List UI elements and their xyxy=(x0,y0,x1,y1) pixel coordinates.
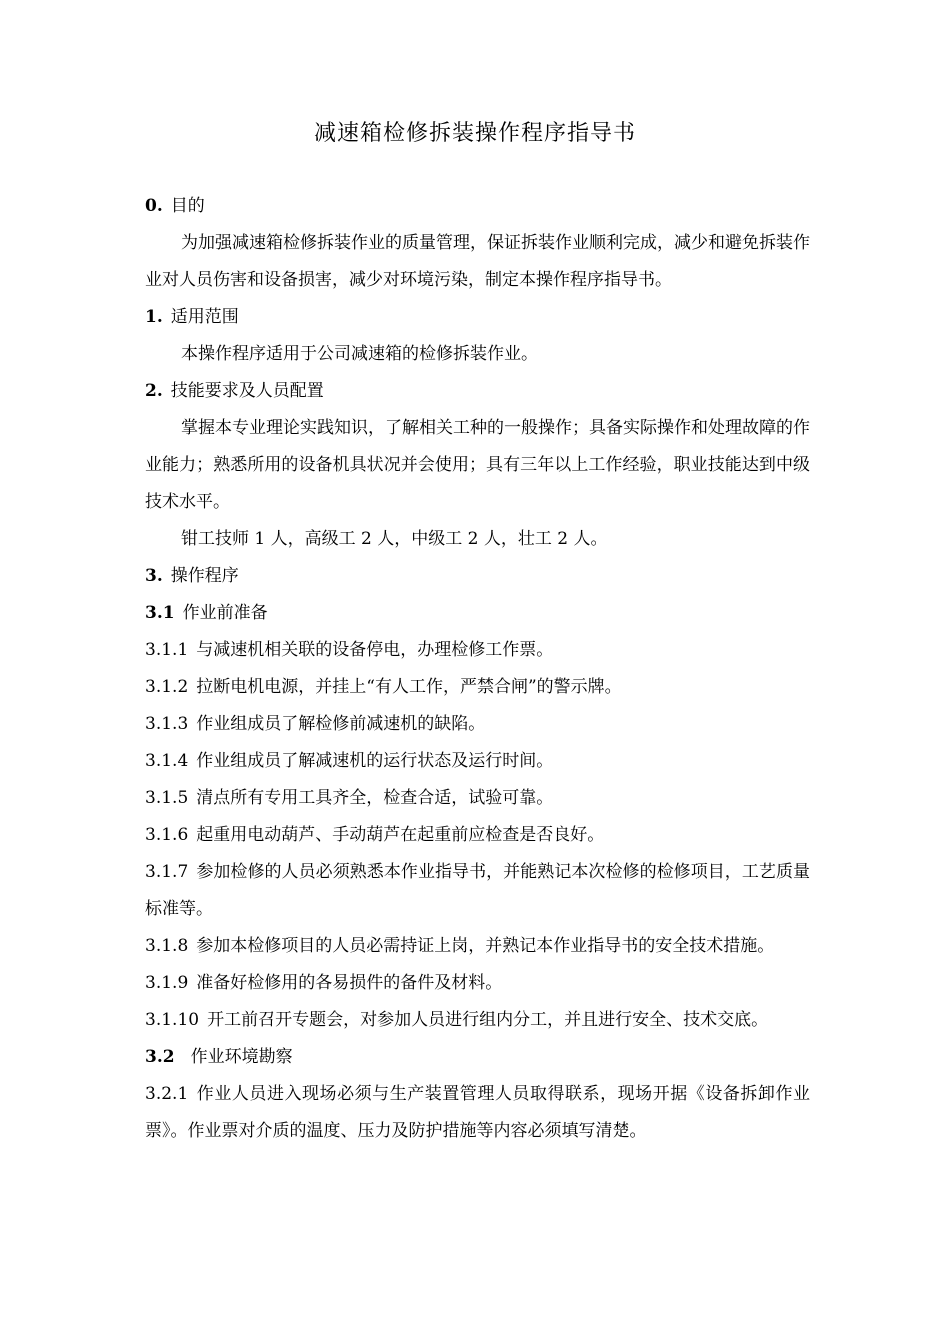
section-number: 0. xyxy=(145,196,163,216)
item-text: 参加本检修项目的人员必需持证上岗，并熟记本作业指导书的安全技术措施。 xyxy=(196,936,775,956)
item-number: 3.1.10 xyxy=(145,1010,200,1030)
section-number: 3.2 xyxy=(145,1047,175,1067)
item-text: 拉断电机电源，并挂上“有人工作，严禁合闸”的警示牌。 xyxy=(196,677,622,697)
list-item xyxy=(145,854,810,928)
item-text: 清点所有专用工具齐全，检查合适，试验可靠。 xyxy=(196,788,554,808)
list-item xyxy=(145,817,810,854)
list-item xyxy=(145,1076,810,1150)
list-item xyxy=(145,780,810,817)
item-number: 3.1.2 xyxy=(145,677,189,697)
section-label: 作业前准备 xyxy=(182,603,268,623)
item-number: 3.1.7 xyxy=(145,862,189,882)
section-label: 技能要求及人员配置 xyxy=(170,381,324,401)
section-paragraph-2b: 钳工技师 1 人，高级工 2 人，中级工 2 人，壮工 2 人。 xyxy=(181,529,608,549)
item-text: 参加检修的人员必须熟悉本作业指导书，并能熟记本次检修的检修项目，工艺质量标准等。 xyxy=(145,862,810,919)
list-item xyxy=(145,669,810,706)
section-number: 1. xyxy=(145,307,163,327)
section-label: 目的 xyxy=(170,196,205,216)
section-number: 3. xyxy=(145,566,163,586)
item-text: 作业组成员了解减速机的运行状态及运行时间。 xyxy=(196,751,554,771)
list-item xyxy=(145,743,810,780)
list-item xyxy=(145,1002,810,1039)
subsection-heading-3-2 xyxy=(145,1039,810,1076)
section-number: 2. xyxy=(145,381,163,401)
document-body xyxy=(145,188,810,1150)
item-number: 3.1.8 xyxy=(145,936,189,956)
item-text: 开工前召开专题会，对参加人员进行组内分工，并且进行安全、技术交底。 xyxy=(207,1010,769,1030)
item-number: 3.1.9 xyxy=(145,973,189,993)
section-label: 作业环境勘察 xyxy=(190,1047,293,1067)
item-text: 作业人员进入现场必须与生产装置管理人员取得联系，现场开据《设备拆卸作业票》。作业票对介质的温度、压力及防护措施等内容必须填写清楚。 xyxy=(145,1084,810,1141)
item-text: 起重用电动葫芦、手动葫芦在起重前应检查是否良好。 xyxy=(196,825,605,845)
item-text: 与减速机相关联的设备停电，办理检修工作票。 xyxy=(196,640,554,660)
item-number: 3.1.3 xyxy=(145,714,189,734)
list-item xyxy=(145,706,810,743)
section-label: 操作程序 xyxy=(170,566,239,586)
section-paragraph-1: 本操作程序适用于公司减速箱的检修拆装作业。 xyxy=(181,344,538,364)
section-number: 3.1 xyxy=(145,603,175,623)
list-item xyxy=(145,965,810,1002)
subsection-heading-3-1 xyxy=(145,595,810,632)
item-number: 3.1.1 xyxy=(145,640,189,660)
item-number: 3.2.1 xyxy=(145,1084,189,1104)
list-item xyxy=(145,928,810,965)
item-number: 3.1.4 xyxy=(145,751,189,771)
item-text: 准备好检修用的各易损件的备件及材料。 xyxy=(196,973,503,993)
list-item xyxy=(145,632,810,669)
item-number: 3.1.6 xyxy=(145,825,189,845)
section-label: 适用范围 xyxy=(170,307,239,327)
section-heading-3 xyxy=(145,558,810,595)
item-text: 作业组成员了解检修前减速机的缺陷。 xyxy=(196,714,486,734)
section-paragraph-0: 为加强减速箱检修拆装作业的质量管理，保证拆装作业顺利完成，减少和避免拆装作业对人员伤害和设备损害，减少对环境污染，制定本操作程序指导书。 xyxy=(145,233,810,290)
section-heading-0 xyxy=(145,188,810,225)
section-paragraph-2a: 掌握本专业理论实践知识，了解相关工种的一般操作；具备实际操作和处理故障的作业能力；熟悉所用的设备机具状况并会使用；具有三年以上工作经验，职业技能达到中级技术水平。 xyxy=(145,418,810,512)
section-heading-2 xyxy=(145,373,810,410)
document-title: 减速箱检修拆装操作程序指导书 xyxy=(313,121,636,146)
item-number: 3.1.5 xyxy=(145,788,189,808)
section-heading-1 xyxy=(145,299,810,336)
